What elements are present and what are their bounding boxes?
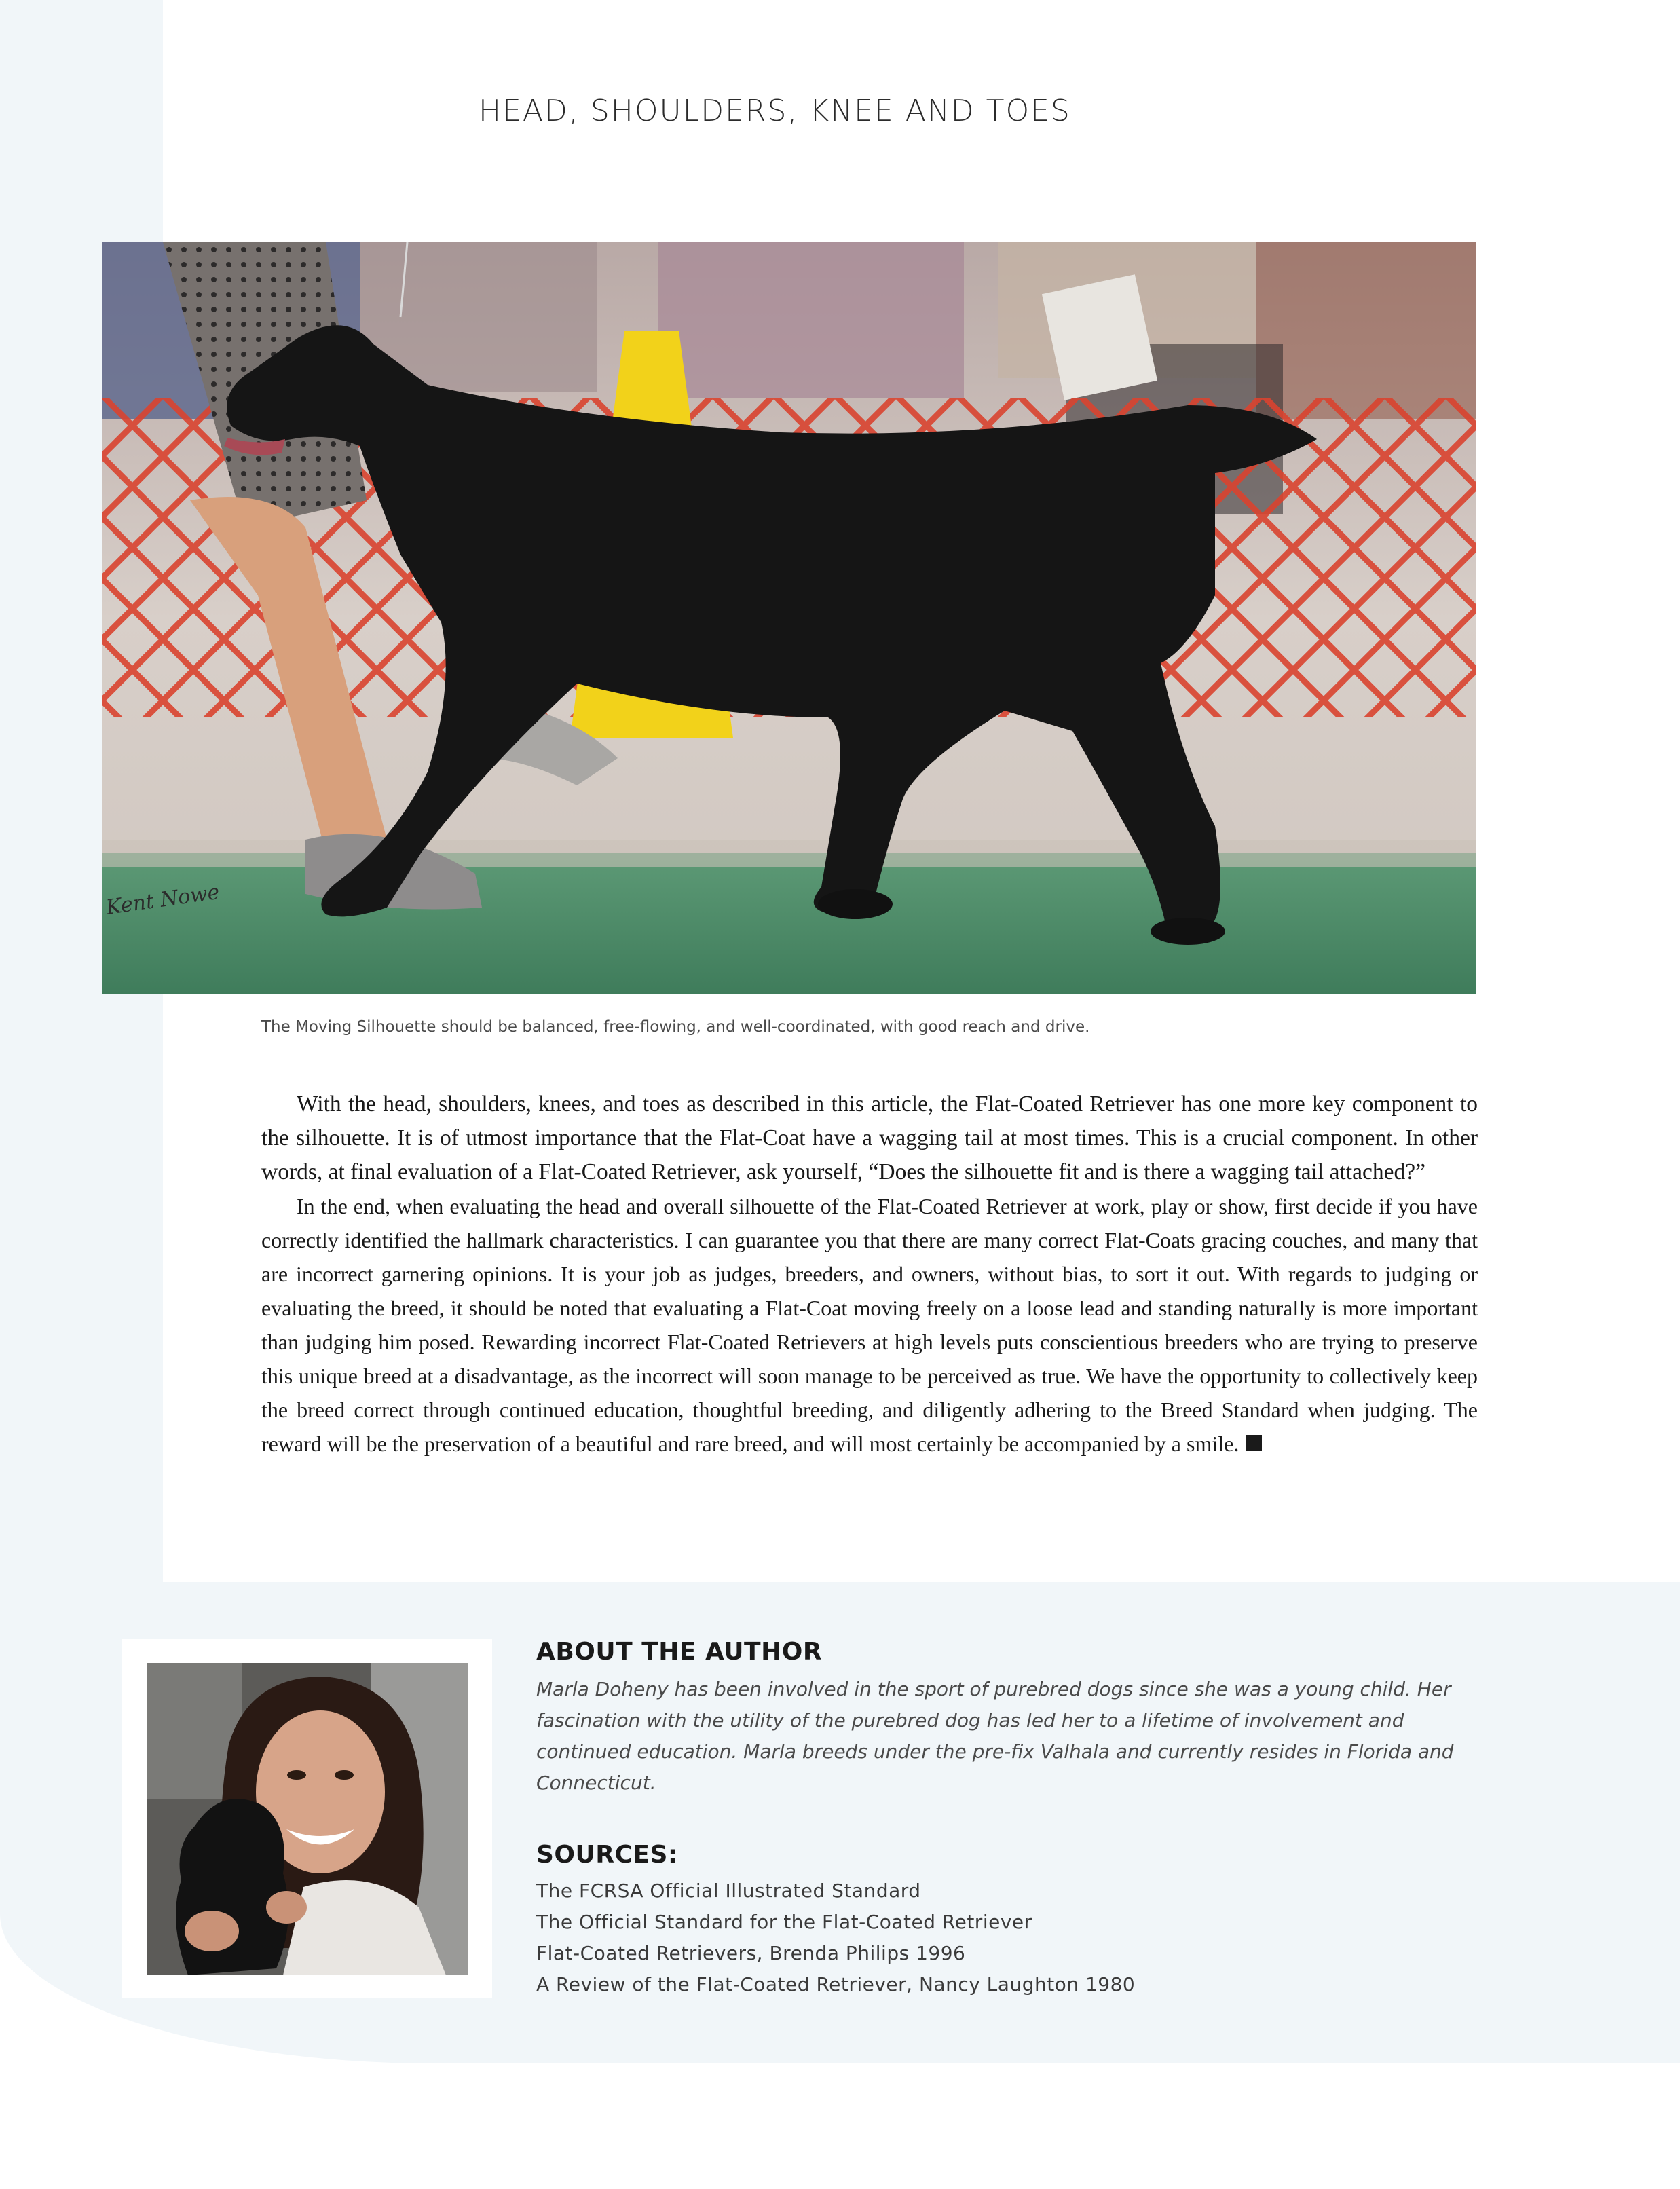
- sources-list: [536, 1875, 1351, 2000]
- sources-heading: SOURCES:: [536, 1841, 678, 1869]
- page-title: HEAD, SHOULDERS, KNEE AND TOES: [479, 94, 1071, 128]
- end-of-article-mark: [1246, 1435, 1262, 1451]
- source-item: The FCRSA Official Illustrated Standard: [536, 1879, 921, 1902]
- article-paragraph: With the head, shoulders, knees, and toes as described in this article, the Flat-Coated Retriever has one more key component to the silhouette. It is of utmost importance that the Flat-Coat have a wagging tail at most times. This is a crucial component. In other words, at final evaluation of a Flat-Coated Retriever, ask yourself, “Does the silhouette fit and is there a wagging tail attached?”: [261, 1091, 1478, 1184]
- photographer-signature: Kent Nowe: [105, 880, 221, 920]
- source-item: A Review of the Flat-Coated Retriever, Nancy Laughton 1980: [536, 1973, 1136, 1996]
- author-bio: Marla Doheny has been involved in the sport of purebred dogs since she was a young child. Her fascination with the utility of the purebred dog has led her to a lifetime of involvement and continued education. Marla breeds under the pre-fix Valhala and currently resides in Florida and Connecticut.: [536, 1678, 1454, 1794]
- article-paragraph: In the end, when evaluating the head and overall silhouette of the Flat-Coated Retriever at work, play or show, first decide if you have correctly identified the hallmark characteristics. I can guarantee you that there are many correct Flat-Coats gracing couches, and many that are incorrect garnering opinions. It is your job as judges, breeders, and owners, without bias, to sort it out. With regards to judging or evaluating the breed, it should be noted that evaluating a Flat-Coat moving freely on a loose lead and standing naturally is more important than judging him posed. Rewarding incorrect Flat-Coated Retrievers at high levels puts conscientious breeders who are trying to preserve this unique breed at a disadvantage, as the incorrect will soon manage to be perceived as true. We have the opportunity to collectively keep the breed correct through continued education, thoughtful breeding, and diligently adhering to the Breed Standard when judging. The reward will be the preservation of a beautiful and rare breed, and will most certainly be accompanied by a smile.: [261, 1194, 1478, 1456]
- author-photo: [147, 1663, 468, 1975]
- article-body: [261, 1087, 1478, 1461]
- photo-caption: The Moving Silhouette should be balanced, free-flowing, and well-coordinated, with good reach and drive.: [261, 1018, 1090, 1036]
- source-item: Flat-Coated Retrievers, Brenda Philips 1996: [536, 1942, 966, 1964]
- source-item: The Official Standard for the Flat-Coated Retriever: [536, 1911, 1032, 1933]
- dog-show-photo: [102, 242, 1476, 994]
- about-author-heading: ABOUT THE AUTHOR: [536, 1638, 823, 1666]
